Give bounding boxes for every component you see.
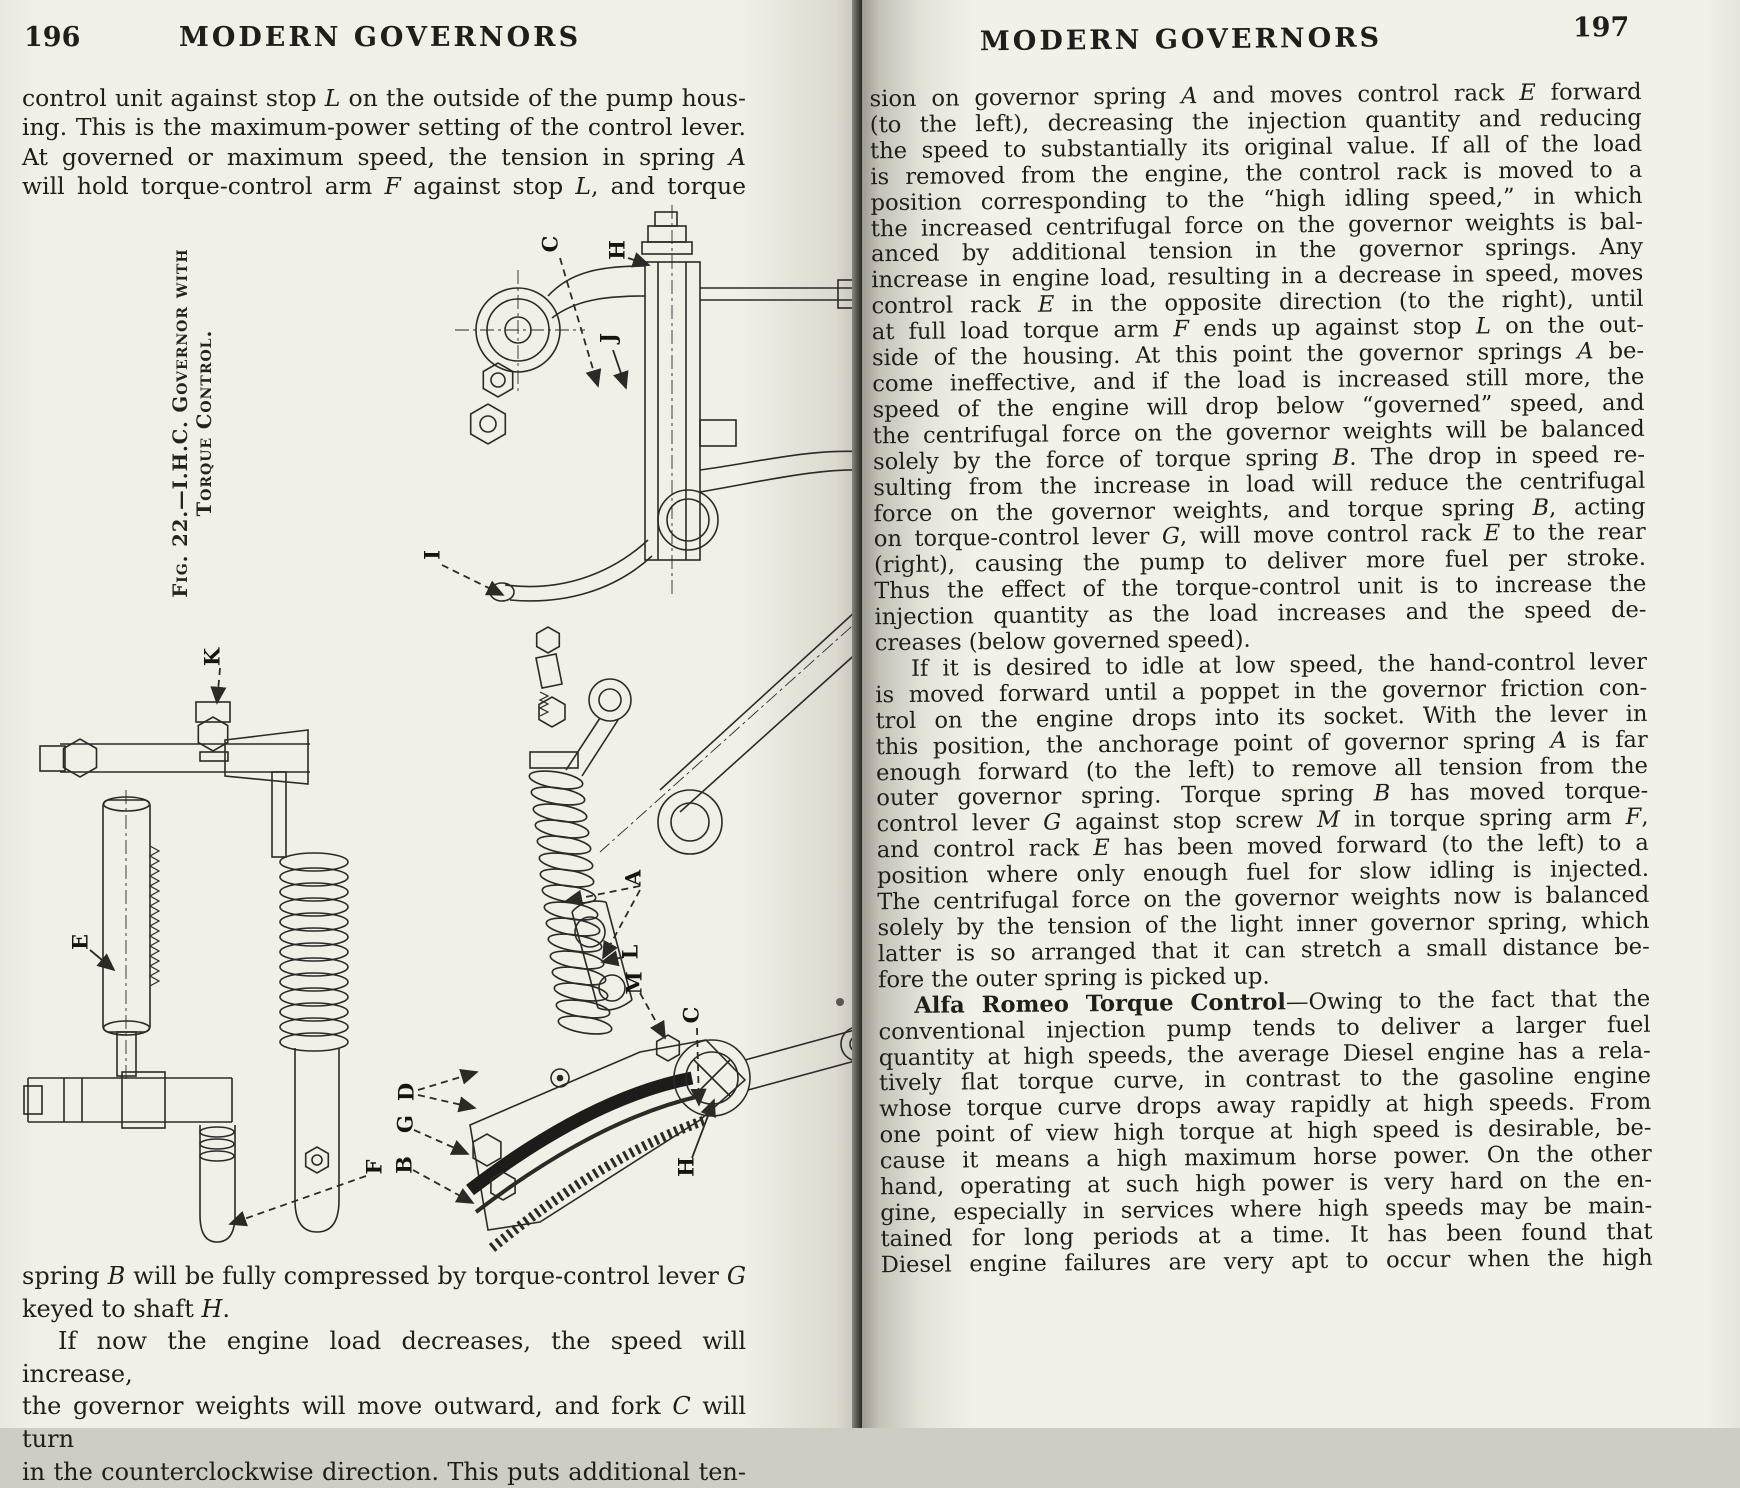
text-line: (right), causing the pump to deliver more fuel per stroke. [873, 545, 1647, 579]
text-line: cause it means a high maximum horse power. On the other [879, 1140, 1652, 1175]
text-line: will hold torque-control arm F against stop L, and torque [22, 172, 746, 201]
figure-label-K: K [199, 647, 225, 667]
figure-label-C: C [678, 1006, 704, 1024]
text-line: the speed to substantially its original value. If all of the load [869, 130, 1643, 165]
figure-caption [169, 208, 217, 638]
text-line: fore the outer spring is picked up. [877, 963, 1270, 994]
text-line: spring B will be fully compressed by torque-control lever G [22, 1262, 746, 1290]
text-line: conventional injection pump tends to deliver a larger fuel [878, 1011, 1651, 1045]
figure-label-A: A [620, 869, 646, 887]
text-line: latter is so arranged that it can stretch a small distance be- [877, 933, 1650, 968]
running-head-left: MODERN GOVERNORS [178, 22, 582, 53]
figure-label-H: H [604, 240, 630, 260]
text-line: (to the left), decreasing the injection quantity and reducing [869, 104, 1642, 139]
figure-label-B: B [391, 1156, 417, 1174]
text-line: The centrifugal force on the governor weights now is balanced [877, 881, 1650, 916]
text-line: is moved forward until a poppet in the governor friction con- [875, 674, 1648, 709]
text-line: trol on the engine drops into its socket. With the lever in [875, 700, 1648, 735]
text-line: the centrifugal force on the governor weights will be balanced [872, 415, 1645, 450]
text-line: Thus the effect of the torque-control unit is to increase the [874, 571, 1647, 605]
text-line: one point of view high torque at high speed is desirable, be- [879, 1115, 1652, 1149]
governor-drawing-icon [0, 0, 870, 1428]
paragraph [875, 650, 1650, 994]
text-line: sion on governor spring A and moves control rack E forward [869, 78, 1642, 113]
text-line: in the counterclockwise direction. This puts additional ten- [22, 1457, 746, 1486]
text-line: side of the housing. At this point the governor springs A be- [871, 337, 1645, 372]
text-line: position where only enough fuel for slow idling is injected. [876, 856, 1650, 890]
text-line: control unit against stop L on the outside of the pump hous- [22, 84, 746, 112]
text-line: Alfa Romeo Torque Control—Owing to the fact that the [914, 985, 1651, 1019]
figure-label-E: E [67, 933, 93, 951]
right-body-text [869, 80, 1652, 1279]
running-head-right: MODERN GOVERNORS [979, 22, 1383, 58]
ink-speck [836, 998, 844, 1006]
text-line: position corresponding to the “high idling speed,” in which [870, 182, 1643, 216]
text-line: is removed from the engine, the control rack is moved to a [870, 156, 1643, 191]
text-line: If it is desired to idle at low speed, the hand-control lever [910, 648, 1648, 682]
text-line: increase in engine load, resulting in a decrease in speed, moves [871, 260, 1644, 294]
text-line: quantity at high speeds, the average Diesel engine has a rela- [878, 1037, 1651, 1071]
text-line: tained for long periods at a time. It has been found that [880, 1218, 1653, 1253]
figure-label-L: L [617, 944, 643, 960]
figure-caption-line2: Torque Control. [193, 329, 216, 517]
figure-label-G: G [392, 1115, 418, 1133]
text-line: creases (below governed speed). [874, 626, 1251, 657]
text-line: control lever G against stop screw M in torque spring arm F, [876, 804, 1649, 838]
text-line: Diesel engine failures are very apt to occur when the high [880, 1244, 1653, 1279]
figure-label-D: D [393, 1082, 419, 1102]
text-line: At governed or maximum speed, the tension in spring A [22, 142, 746, 171]
text-line: anced by additional tension in the governor springs. Any [870, 234, 1644, 268]
text-line: come ineffective, and if the load is increased still more, the [872, 363, 1645, 398]
paragraph [878, 987, 1653, 1279]
paragraph [869, 80, 1646, 657]
figure-label-C: C [537, 235, 563, 253]
text-line: outer governor spring. Torque spring B has moved torque- [876, 778, 1649, 812]
text-line: the increased centrifugal force on the governor weights is bal- [870, 208, 1643, 242]
figure-label-J: J [595, 333, 621, 343]
text-line: injection quantity as the load increases and the speed de- [874, 596, 1647, 631]
text-line: gine, especially in services where high speeds may be main- [880, 1192, 1653, 1227]
text-line: this position, the anchorage point of governor spring A is far [875, 726, 1648, 760]
text-line: on torque-control lever G, will move control rack E to the rear [873, 519, 1646, 553]
text-line: enough forward (to the left) to remove all tension from the [875, 752, 1649, 786]
text-line: hand, operating at such high power is very hard on the en- [879, 1166, 1653, 1201]
text-line: solely by the force of torque spring B. The drop in speed re- [872, 441, 1646, 475]
page-number-right: 197 [1572, 12, 1630, 44]
figure-label-M: M [621, 971, 647, 995]
text-line: control rack E in the opposite direction (to the right), until [871, 286, 1644, 320]
page-number-left: 196 [24, 22, 81, 53]
text-line: If now the engine load decreases, the speed will increase, [22, 1327, 746, 1388]
figure-caption-line1: Fig. 22.—I.H.C. Governor with [169, 248, 192, 598]
text-line: force on the governor weights, and torque spring B, acting [873, 493, 1646, 527]
text-line: sulting from the increase in load will reduce the centrifugal [873, 467, 1646, 501]
text-line: speed of the engine will drop below “governed” speed, and [872, 389, 1645, 424]
text-line: keyed to shaft H. [22, 1294, 231, 1323]
figure-label-I: I [419, 550, 445, 560]
text-line: and control rack E has been moved forward (to the left) to a [876, 830, 1649, 864]
figure-label-F: F [361, 1159, 387, 1175]
figure-label-H: H [673, 1157, 699, 1177]
text-line: solely by the tension of the light inner governor spring, which [877, 907, 1650, 942]
text-line: tively flat torque curve, in contrast to the gasoline engine [878, 1063, 1652, 1097]
text-line: whose torque curve drops away rapidly at high speeds. From [879, 1089, 1652, 1123]
text-line: ing. This is the maximum-power setting of the control lever. [22, 113, 746, 142]
text-line: at full load torque arm F ends up against stop L on the out- [871, 312, 1644, 346]
right-page-content [861, 0, 1740, 1431]
text-line: the governor weights will move outward, and fork C will turn [22, 1392, 746, 1453]
